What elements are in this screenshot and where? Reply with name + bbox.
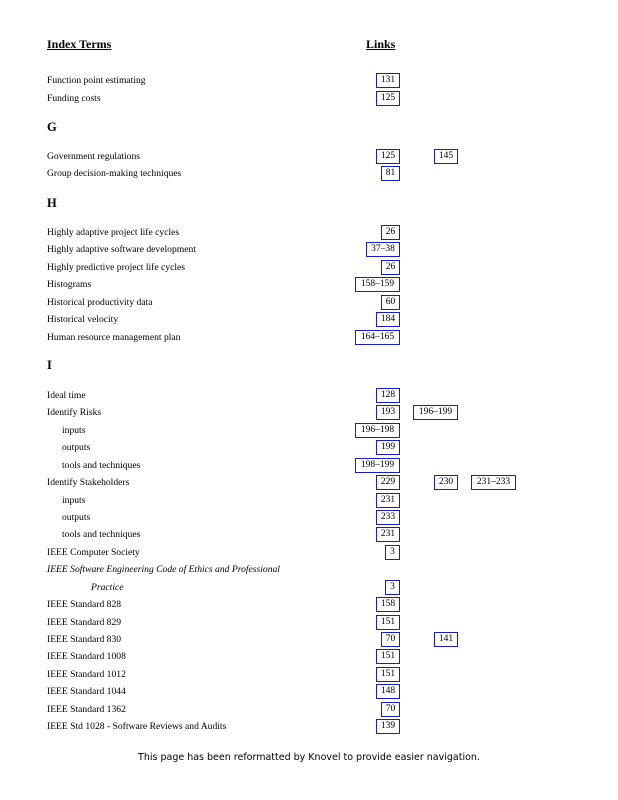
index-term: IEEE Std 1028 - Software Reviews and Audits [47,721,227,732]
index-row [0,440,618,457]
page-link[interactable]: 151 [376,667,400,682]
page-link[interactable]: 151 [376,649,400,664]
index-term: IEEE Standard 829 [47,617,122,628]
index-row [0,149,618,166]
page-link[interactable]: 184 [376,312,400,327]
page-link[interactable]: 196–198 [355,423,400,438]
index-term: Histograms [47,279,92,290]
index-row [0,330,618,347]
index-row [0,702,618,719]
index-term: Highly predictive project life cycles [47,262,185,273]
page-link[interactable]: 231–233 [471,475,516,490]
index-term: Government regulations [47,151,140,162]
index-row [0,225,618,242]
page-link[interactable]: 3 [385,545,400,560]
index-row [0,166,618,183]
index-term: IEEE Software Engineering Code of Ethics and Professional [47,564,280,575]
page-link[interactable]: 198–199 [355,458,400,473]
page-link[interactable]: 145 [434,149,458,164]
index-term: IEEE Computer Society [47,547,140,558]
index-row [0,615,618,632]
index-row [0,649,618,666]
index-term: Function point estimating [47,75,146,86]
page-link[interactable]: 151 [376,615,400,630]
page-link[interactable]: 158 [376,597,400,612]
index-term: Group decision-making techniques [47,168,182,179]
page-link[interactable]: 81 [381,166,400,181]
index-row [0,597,618,614]
index-row [0,423,618,440]
index-term: IEEE Standard 1012 [47,669,126,680]
index-term: Historical productivity data [47,297,153,308]
index-row [0,277,618,294]
page-link[interactable]: 199 [376,440,400,455]
index-row [0,388,618,405]
page-link[interactable]: 164–165 [355,330,400,345]
index-row [0,312,618,329]
index-term: IEEE Standard 830 [47,634,122,645]
index-row [0,405,618,422]
index-term: Highly adaptive project life cycles [47,227,180,238]
index-term: Funding costs [47,93,101,104]
index-row [0,545,618,562]
index-terms-heading: Index Terms [47,37,112,51]
page-link[interactable]: 26 [381,260,400,275]
page-link[interactable]: 139 [376,719,400,734]
page-link[interactable]: 141 [434,632,458,647]
page-link[interactable]: 70 [381,702,400,717]
index-term: Practice [91,582,124,593]
index-term: inputs [62,495,86,506]
index-term: IEEE Standard 828 [47,599,122,610]
index-row [0,295,618,312]
index-row [0,242,618,259]
section-letter: I [47,358,52,372]
index-row [0,475,618,492]
index-row [0,632,618,649]
index-row [0,527,618,544]
page-link[interactable]: 148 [376,684,400,699]
index-term: Historical velocity [47,314,119,325]
page-link[interactable]: 233 [376,510,400,525]
index-row [0,510,618,527]
index-term: Highly adaptive software development [47,244,196,255]
index-row [0,684,618,701]
page-link[interactable]: 158–159 [355,277,400,292]
page-link[interactable]: 231 [376,527,400,542]
index-row [0,458,618,475]
section-letter: G [47,120,57,134]
page-link[interactable]: 60 [381,295,400,310]
index-row [0,580,618,597]
index-row [0,260,618,277]
page-link[interactable]: 229 [376,475,400,490]
links-heading: Links [366,37,396,51]
page-link[interactable]: 231 [376,493,400,508]
page-link[interactable]: 230 [434,475,458,490]
index-row [0,91,618,108]
page-link[interactable]: 3 [385,580,400,595]
index-term: inputs [62,425,86,436]
index-row [0,562,618,579]
index-term: IEEE Standard 1044 [47,686,126,697]
page-link[interactable]: 37–38 [366,242,400,257]
index-term: tools and techniques [62,529,141,540]
page-link[interactable]: 193 [376,405,400,420]
section-letter: H [47,196,57,210]
footer-note: This page has been reformatted by Knovel to provide easier navigation. [138,752,480,763]
index-term: IEEE Standard 1362 [47,704,126,715]
index-term: outputs [62,512,91,523]
index-row [0,493,618,510]
page-link[interactable]: 26 [381,225,400,240]
index-term: outputs [62,442,91,453]
index-term: Human resource management plan [47,332,181,343]
index-term: tools and techniques [62,460,141,471]
page-link[interactable]: 70 [381,632,400,647]
page-link[interactable]: 131 [376,73,400,88]
page-link[interactable]: 125 [376,91,400,106]
page-link[interactable]: 128 [376,388,400,403]
index-term: Identify Stakeholders [47,477,130,488]
index-term: Ideal time [47,390,86,401]
index-row [0,667,618,684]
index-row [0,73,618,90]
index-term: Identify Risks [47,407,102,418]
page-link[interactable]: 196–199 [413,405,458,420]
index-row [0,719,618,736]
index-term: IEEE Standard 1008 [47,651,126,662]
page-link[interactable]: 125 [376,149,400,164]
